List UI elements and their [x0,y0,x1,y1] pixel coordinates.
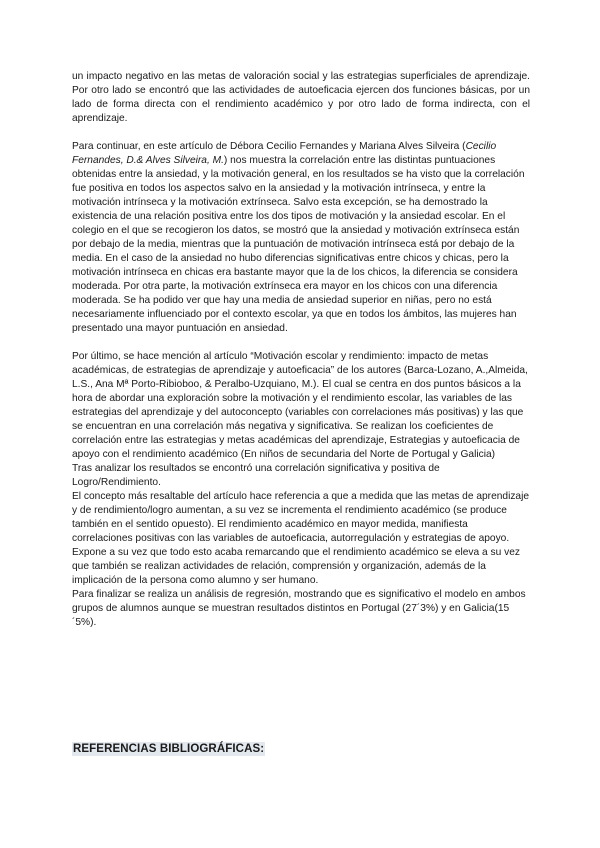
references-heading: REFERENCIAS BIBLIOGRÁFICAS: [73,743,265,755]
paragraph-2-citation: Cecilio Fernandes, D.& Alves Silveira, M. [72,141,497,166]
paragraph-3: Por último, se hace mención al artículo “Motivación escolar y rendimiento: impacto de metas académicas, de estrategias de aprendizaje y autoeficacia” de los autores (Barca-Lozano, A.,Almeida, L.S., Ana Mª Porto-Ribioboo, & Peralbo-Uzquiano, M.). El cual se centra en dos puntos básicos a la hora de abordar una exploración sobre la motivación y el rendimiento escolar, las variables de las estrategias del aprendizaje y del autoconcepto (variables con correlaciones más positivas) y las que se encuentran en una correlación más negativa y significativa. Se realizan los coeficientes de correlación entre las estrategias y metas académicas del aprendizaje, Estrategias y autoeficacia de apoyo con el rendimiento académico (En niños de secundaria del Norte de Portugal y Galicia) [72,351,528,460]
document-body [72,70,530,630]
paragraph-4: Tras analizar los resultados se encontró una correlación significativa y positiva de Logro/Rendimiento. [72,463,440,488]
paragraph-6: Expone a su vez que todo esto acaba remarcando que el rendimiento académico se eleva a su vez que también se realizan actividades de relación, comprensión y organización, además de la implicación de la persona como alumno y ser humano. [72,547,520,586]
paragraph-gap [72,336,530,350]
paragraph-gap [72,126,530,140]
paragraph-1: un impacto negativo en las metas de valoración social y las estrategias superficiales de aprendizaje. Por otro lado se encontró que las actividades de autoeficacia ejercen dos funciones básicas, por un lado de forma directa con el rendimiento académico y por otro lado de forma indirecta, con el aprendizaje. [72,71,530,124]
paragraph-5: El concepto más resaltable del artículo hace referencia a que a medida que las metas de aprendizaje y de rendimiento/logro aumentan, a su vez se incrementa el rendimiento académico (se produce también en el sentido opuesto). El rendimiento académico en mayor medida, manifiesta correlaciones positivas con las variables de autoeficacia, autorregulación y estrategias de apoyo. [72,491,530,544]
paragraph-7: Para finalizar se realiza un análisis de regresión, mostrando que es significativo el modelo en ambos grupos de alumnos aunque se muestran resultados distintos en Portugal (27´3%) y en Galicia(15´5%). [72,589,526,628]
paragraph-2-intro: Para continuar, en este artículo de Débora Cecilio Fernandes y Mariana Alves Silveira ( [72,141,466,152]
paragraph-2 [72,140,530,336]
paragraph-2-body: ) nos muestra la correlación entre las distintas puntuaciones obtenidas entre la ansiedad, y la motivación general, en los resultados se ha visto que la correlación fue positiva en todos los aspectos salvo en la ansiedad y la motivación intrínseca, y entre la motivación intrínseca y la motivación extrínseca. Salvo esta excepción, se ha demostrado la existencia de una relación positiva entre los dos tipos de motivación y la ansiedad escolar. En el colegio en el que se recogieron los datos, se mostró que la ansiedad y motivación extrínseca están por debajo de la media, mientras que la puntuación de motivación intrínseca está por debajo de la media. En el caso de la ansiedad no hubo diferencias significativas entre chicos y chicas, pero la motivación intrínseca en chicas era bastante mayor que la de los chicos, la diferencia se considera moderada. Por otra parte, la motivación extrínseca era mayor en los chicos con una diferencia moderada. Se ha podido ver que hay una media de ansiedad superior en niñas, pero no está necesariamente influenciado por el contexto escolar, ya que en todos los ámbitos, las mujeres han presentado una mayor puntuación en ansiedad. [72,155,525,334]
